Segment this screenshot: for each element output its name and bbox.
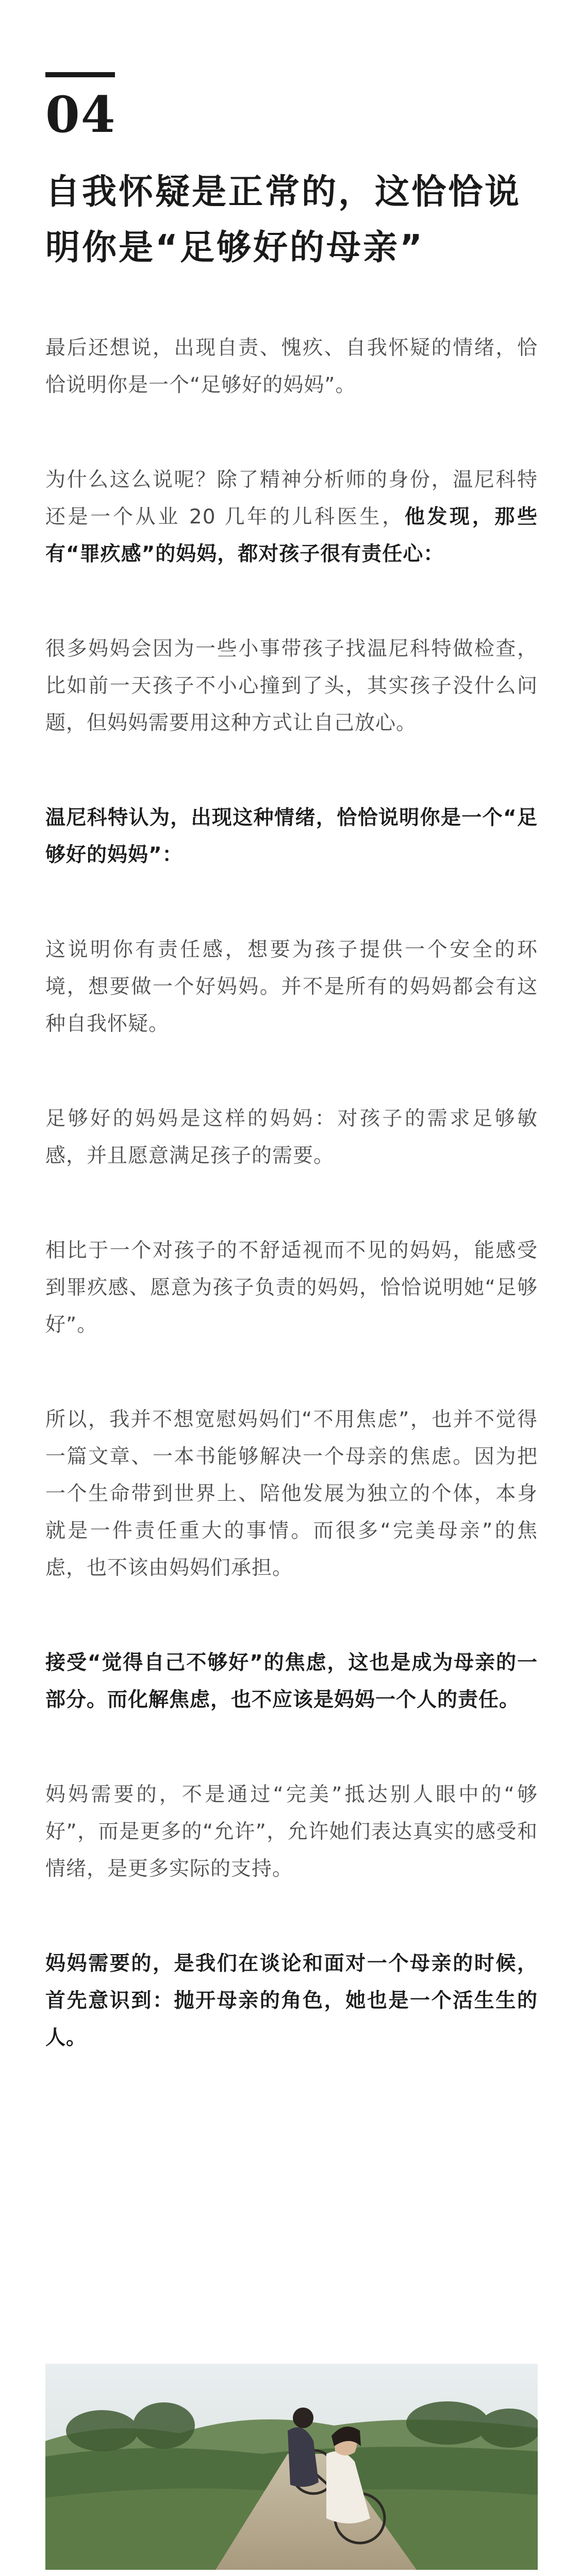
article-body	[45, 330, 538, 2114]
section-number: 04	[45, 86, 117, 144]
section-heading: 自我怀疑是正常的，这恰恰说明你是“足够好的母亲”	[45, 172, 521, 267]
article-paragraph	[45, 800, 538, 874]
article-paragraph	[45, 330, 538, 404]
article-paragraph	[45, 1776, 538, 1888]
article-paragraph	[45, 1401, 538, 1587]
movie-still-illustration	[45, 2364, 538, 2570]
article-paragraph	[45, 931, 538, 1043]
article-paragraph	[45, 1645, 538, 1719]
movie-still-image	[45, 2364, 538, 2570]
paragraph-text: 所以，我并不想宽慰妈妈们“不用焦虑”，也并不觉得一篇文章、一本书能够解决一个母亲的焦虑。因为把一个生命带到世界上、陪他发展为独立的个体，本身就是一件责任重大的事情。而很多“完美母亲”的焦虑，也不该由妈妈们承担。	[45, 1408, 538, 1580]
emphasis-text: 接受“觉得自己不够好”的焦虑，这也是成为母亲的一部分。而化解焦虑，也不应该是妈妈一个人的责任。	[45, 1651, 538, 1711]
paragraph-text: 妈妈需要的，不是通过“完美”抵达别人眼中的“够好”，而是更多的“允许”，允许她们表达真实的感受和情绪，是更多实际的支持。	[45, 1783, 538, 1880]
paragraph-text: 这说明你有责任感，想要为孩子提供一个安全的环境，想要做一个好妈妈。并不是所有的妈妈都会有这种自我怀疑。	[45, 938, 538, 1036]
article-paragraph	[45, 1945, 538, 2057]
article-paragraph	[45, 1232, 538, 1344]
article-paragraph	[45, 1100, 538, 1175]
emphasis-text: 他发现，那些有“罪疚感”的妈妈，都对孩子很有责任心：	[45, 505, 538, 566]
emphasis-text: 温尼科特认为，出现这种情绪，恰恰说明你是一个“足够好的妈妈”：	[45, 806, 538, 867]
paragraph-text: 相比于一个对孩子的不舒适视而不见的妈妈，能感受到罪疚感、愿意为孩子负责的妈妈，恰恰说明她“足够好”。	[45, 1239, 538, 1336]
paragraph-text: 为什么这么说呢？除了精神分析师的身份，温尼科特还是一个从业 20 几年的儿科医生，	[45, 468, 538, 529]
article-paragraph	[45, 462, 538, 573]
emphasis-text: 妈妈需要的，是我们在谈论和面对一个母亲的时候，首先意识到：抛开母亲的角色，她也是一个活生生的人。	[45, 1952, 538, 2049]
paragraph-text: 足够好的妈妈是这样的妈妈：对孩子的需求足够敏感，并且愿意满足孩子的需要。	[45, 1107, 538, 1167]
paragraph-text: 很多妈妈会因为一些小事带孩子找温尼科特做检查，比如前一天孩子不小心撞到了头，其实孩子没什么问题，但妈妈需要用这种方式让自己放心。	[45, 637, 538, 735]
article-paragraph	[45, 631, 538, 742]
paragraph-text: 最后还想说，出现自责、愧疚、自我怀疑的情绪，恰恰说明你是一个“足够好的妈妈”。	[45, 336, 538, 397]
section-divider-bar	[45, 72, 115, 77]
